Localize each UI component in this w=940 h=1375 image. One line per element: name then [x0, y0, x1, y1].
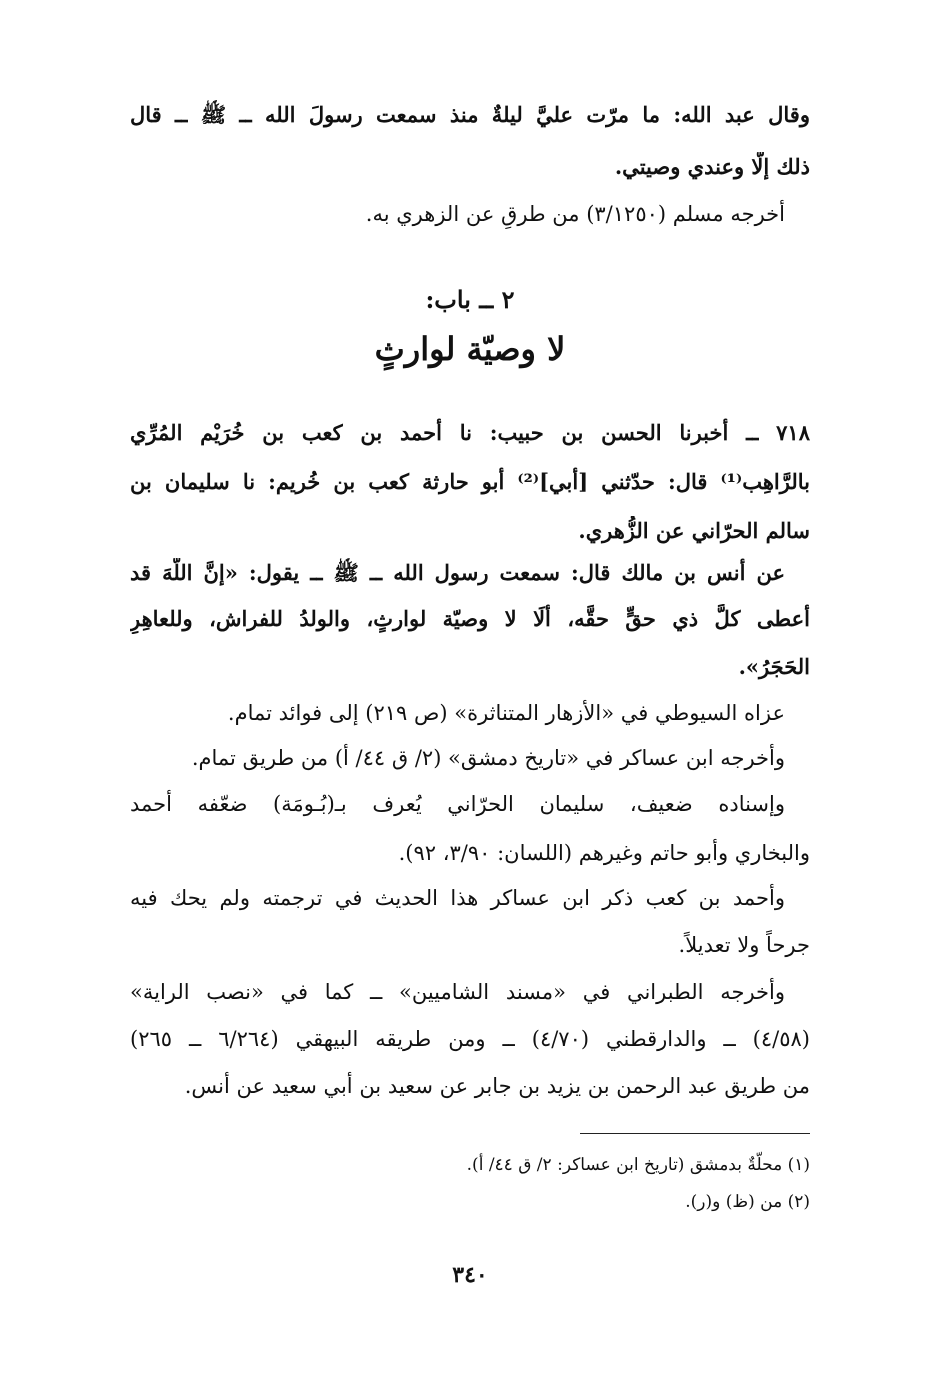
footnote-separator: [580, 1133, 810, 1134]
takhrij-line: وأخرجه ابن عساكر في «تاريخ دمشق» (٢/ ق ٤٤/ أ) من طريق تمام.: [191, 746, 785, 770]
text-line: وقال عبد الله: ما مرّت عليَّ ليلةٌ منذ سمعت رسولَ الله ــ ﷺ ــ قال: [130, 102, 810, 127]
text-line: ذلك إلّا وعندي وصيتي.: [614, 154, 810, 179]
takhrij-line: وإسناده ضعيف، سليمان الحرّاني يُعرف بـ(بُـومَة) ضعّفه أحمد: [130, 792, 785, 816]
takhrij-line: عزاه السيوطي في «الأزهار المتناثرة» (ص ٢١٩) إلى فوائد تمام.: [227, 701, 785, 725]
takhrij-line: وأخرجه الطبراني في «مسند الشاميين» ــ كما في «نصب الراية»: [130, 980, 785, 1004]
hadith-isnad-line: ٧١٨ ــ أخبرنا الحسن بن حبيب: نا أحمد بن كعب بن خُرَيْم المُرِّي: [130, 420, 810, 445]
takhrij-line: من طريق عبد الرحمن بن يزيد بن جابر عن سعيد بن أبي سعيد عن أنس.: [184, 1074, 810, 1098]
takhrij-line: جرحاً ولا تعديلاً.: [678, 933, 810, 957]
page-number: ٣٤٠: [452, 1262, 488, 1288]
hadith-matn-line: الحَجَرُ».: [738, 654, 810, 679]
footnote: (٢) من (ظ) و(ر).: [685, 1192, 810, 1212]
chapter-number: ٢ ــ باب:: [425, 285, 515, 314]
hadith-isnad-line: بالرَّاهِب⁽¹⁾ قال: حدّثني [أبي]⁽²⁾ أبو حارثة كعب بن خُريم: نا سليمان بن: [130, 469, 810, 494]
takhrij-line: (٤/٥٨) ــ والدارقطني (٤/٧٠) ــ ومن طريقه البيهقي (٦/٢٦٤ ــ ٢٦٥): [130, 1027, 810, 1051]
hadith-matn-line: عن أنس بن مالك قال: سمعت رسول الله ــ ﷺ ــ يقول: «إنَّ اللَّهَ قد: [130, 560, 785, 585]
takhrij-line: أخرجه مسلم (٣/١٢٥٠) من طرقٍ عن الزهري به.: [365, 202, 785, 226]
footnote: (١) محلّةٌ بدمشق (تاريخ ابن عساكر: ٢/ ق ٤٤/ أ).: [466, 1155, 810, 1175]
takhrij-line: والبخاري وأبو حاتم وغيرهم (اللسان: ٣/٩٠، ٩٢).: [398, 841, 810, 865]
takhrij-line: وأحمد بن كعب ذكر ابن عساكر هذا الحديث في ترجمته ولم يحك فيه: [130, 886, 785, 910]
hadith-isnad-line: سالم الحرّاني عن الزُّهري.: [578, 518, 810, 543]
chapter-title: لا وصيّة لوارثٍ: [374, 330, 566, 368]
hadith-matn-line: أعطى كلَّ ذي حقٍّ حقَّه، ألَا لا وصيّة لوارثٍ، والولدُ للفراش، وللعاهِرِ: [130, 606, 810, 631]
